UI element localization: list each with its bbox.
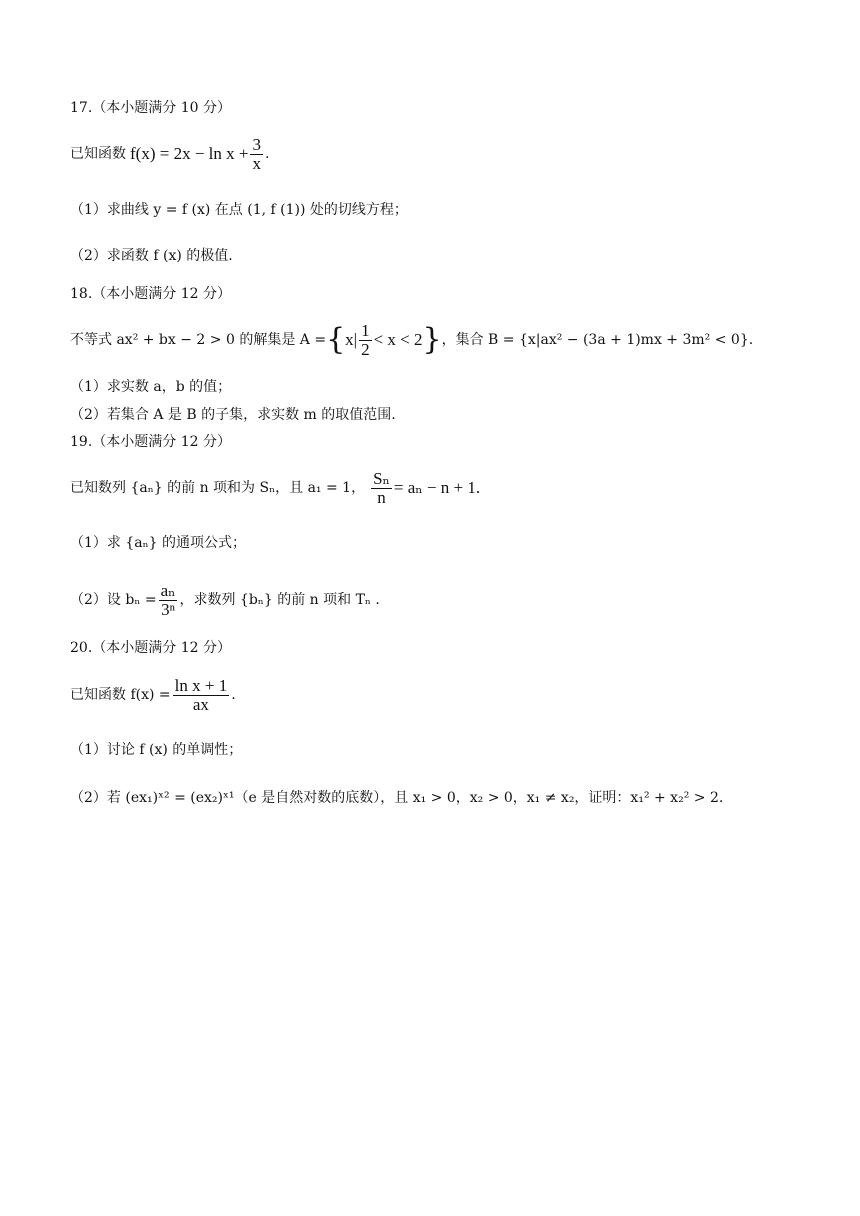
q17-header: 17.（本小题满分 10 分） xyxy=(70,100,231,116)
q20-part1: （1）讨论 f (x) 的单调性； xyxy=(70,742,243,758)
q18-set-fraction-denominator: 2 xyxy=(361,339,370,359)
q18-stem-b: ，集合 B = {x|ax² − (3a + 1)mx + 3m² < 0}. xyxy=(441,332,754,348)
q17-fraction-numerator: 3 xyxy=(252,134,261,154)
q19-part2-fraction xyxy=(159,582,178,619)
q20-fraction-numerator: ln x + 1 xyxy=(174,675,228,695)
q19-header: 19.（本小题满分 12 分） xyxy=(70,434,231,450)
q20-stem-end: . xyxy=(231,687,236,703)
q19-stem-a: 已知数列 {aₙ} 的前 n 项和为 Sₙ，且 a₁ = 1， xyxy=(70,480,366,496)
q18-set-open-brace: { xyxy=(326,322,346,357)
q18-set-variable: x| xyxy=(345,330,358,349)
q18-part1: （1）求实数 a，b 的值； xyxy=(70,379,232,395)
q19-part2 xyxy=(70,580,380,620)
q17-stem-end: . xyxy=(264,146,270,162)
q19-part2-b: ，求数列 {bₙ} 的前 n 项和 Tₙ . xyxy=(179,592,380,608)
q20-stem xyxy=(70,674,236,716)
q20-fraction xyxy=(173,677,230,714)
q20-stem-prefix: 已知函数 f(x) = xyxy=(70,687,171,703)
q17-fraction xyxy=(250,136,263,173)
q19-part2-fraction-numerator: aₙ xyxy=(160,580,176,600)
q17-stem-prefix: 已知函数 xyxy=(70,146,126,162)
q17-part1: （1）求曲线 y = f (x) 在点 (1, f (1)) 处的切线方程； xyxy=(70,202,408,218)
q17-function-expression: f(x) = 2x − ln x + xyxy=(130,144,249,163)
q19-fraction xyxy=(371,470,392,507)
q19-fraction-numerator: Sₙ xyxy=(373,468,390,488)
q17-stem xyxy=(70,134,269,174)
q18-header: 18.（本小题满分 12 分） xyxy=(70,286,231,302)
q20-header: 20.（本小题满分 12 分） xyxy=(70,640,231,656)
q17-fraction-denominator: x xyxy=(252,153,261,173)
q19-stem-b: = aₙ − n + 1. xyxy=(393,478,481,497)
q20-fraction-denominator: ax xyxy=(192,694,209,714)
q18-stem xyxy=(70,318,753,362)
q18-part2: （2）若集合 A 是 B 的子集，求实数 m 的取值范围. xyxy=(70,407,396,423)
q18-set-close-brace: } xyxy=(422,322,442,357)
q17-part2: （2）求函数 f (x) 的极值. xyxy=(70,248,233,264)
q18-set-fraction-numerator: 1 xyxy=(361,320,370,340)
q19-part2-a: （2）设 bₙ = xyxy=(70,592,157,608)
q19-part2-fraction-denominator: 3ⁿ xyxy=(161,599,175,619)
q18-stem-a: 不等式 ax² + bx − 2 > 0 的解集是 A = xyxy=(70,332,327,348)
q20-part2: （2）若 (ex₁)ˣ² = (ex₂)ˣ¹（e 是自然对数的底数），且 x₁ > 0，x₂ > 0，x₁ ≠ x₂，证明：x₁² + x₂² > 2. xyxy=(70,790,724,806)
q18-set-condition: < x < 2 xyxy=(373,330,423,349)
q19-fraction-denominator: n xyxy=(377,487,386,507)
q19-stem xyxy=(70,468,480,508)
q18-set-fraction xyxy=(359,322,372,359)
q19-part1: （1）求 {aₙ} 的通项公式； xyxy=(70,535,247,551)
